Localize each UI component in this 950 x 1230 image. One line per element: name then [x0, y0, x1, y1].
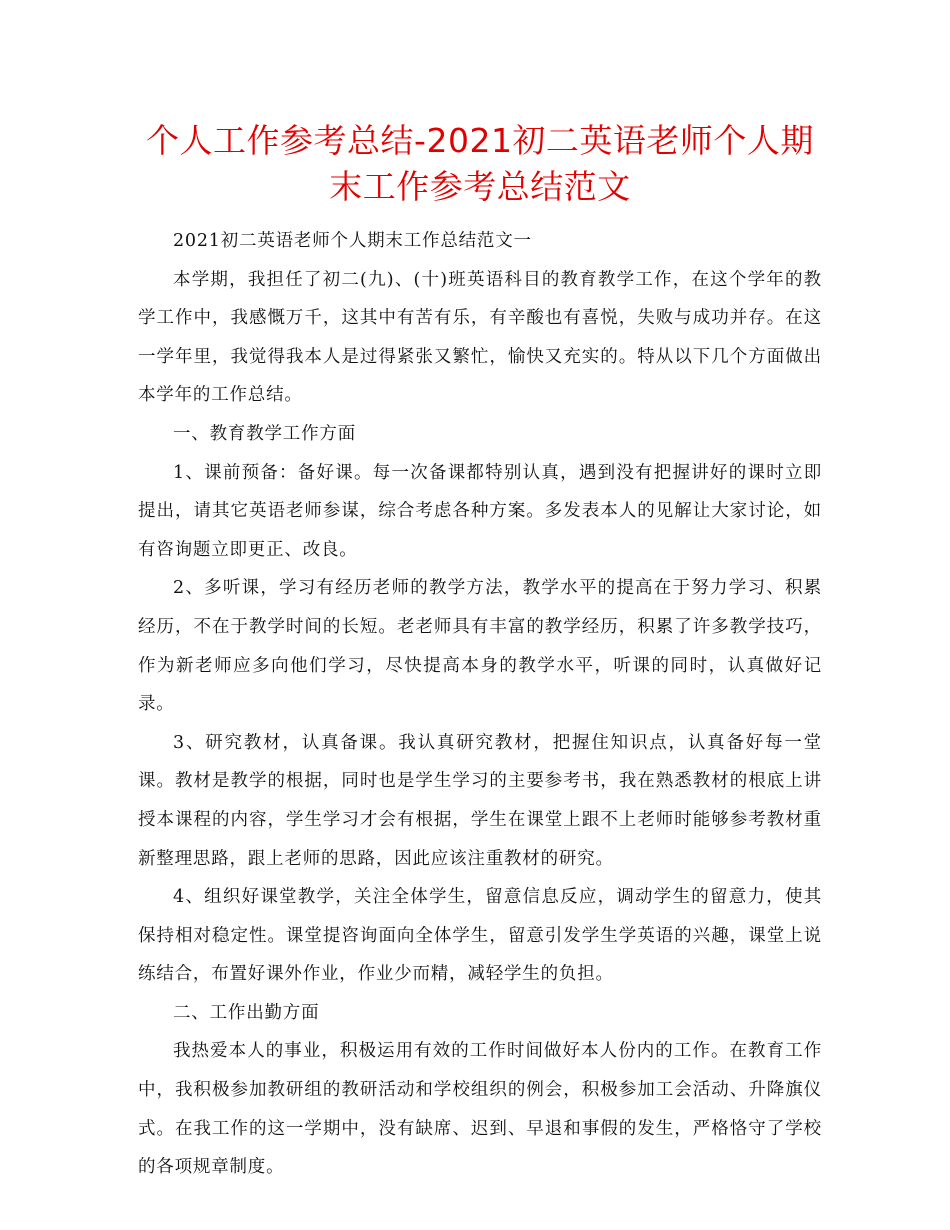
document-body: [138, 222, 822, 1187]
page-title: 个人工作参考总结-2021初二英语老师个人期末工作参考总结范文: [146, 121, 814, 206]
section-heading-attendance: 二、工作出勤方面: [173, 1002, 320, 1023]
attendance-paragraph: 我热爱本人的事业，积极运用有效的工作时间做好本人份内的工作。在教育工作中，我积极参加教研组的教研活动和学校组织的例会，积极参加工会活动、升降旗仪式。在我工作的这一学期中，没有缺席、迟到、早退和事假的发生，严格恪守了学校的各项规章制度。: [138, 1041, 822, 1178]
paragraph-item-3: 3、研究教材，认真备课。我认真研究教材，把握住知识点，认真备好每一堂课。教材是教学的根据，同时也是学生学习的主要参考书，我在熟悉教材的根底上讲授本课程的内容，学生学习才会有根据，学生在课堂上跟不上老师时能够参考教材重新整理思路，跟上老师的思路，因此应该注重教材的研究。: [138, 732, 822, 869]
section-heading-teaching: 一、教育教学工作方面: [173, 423, 356, 444]
subtitle-paragraph: 2021初二英语老师个人期末工作总结范文一: [173, 231, 532, 251]
intro-paragraph: 本学期，我担任了初二(九)、(十)班英语科目的教育教学工作，在这个学年的教学工作中，我感慨万千，这其中有苦有乐，有辛酸也有喜悦，失败与成功并存。在这一学年里，我觉得我本人是过得紧张又繁忙，愉快又充实的。特从以下几个方面做出本学年的工作总结。: [138, 269, 822, 406]
paragraph-item-1: 1、课前预备：备好课。每一次备课都特别认真，遇到没有把握讲好的课时立即提出，请其它英语老师参谋，综合考虑各种方案。多发表本人的见解让大家讨论，如有咨询题立即更正、改良。: [138, 462, 822, 560]
paragraph-item-4: 4、组织好课堂教学，关注全体学生，留意信息反应，调动学生的留意力，使其保持相对稳定性。课堂提咨询面向全体学生，留意引发学生学英语的兴趣，课堂上说练结合，布置好课外作业，作业少而精，减轻学生的负担。: [138, 887, 822, 985]
paragraph-item-2: 2、多听课，学习有经历老师的教学方法，教学水平的提高在于努力学习、积累经历，不在于教学时间的长短。老老师具有丰富的教学经历，积累了许多教学技巧，作为新老师应多向他们学习，尽快提高本身的教学水平，听课的同时，认真做好记录。: [138, 578, 822, 715]
